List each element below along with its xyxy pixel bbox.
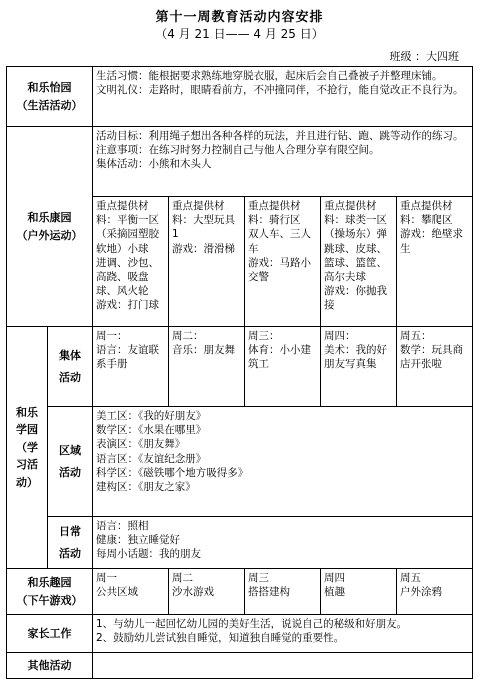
row-life [7, 67, 473, 127]
sublabel-group: 集体 活动 [48, 327, 93, 407]
play-day-tue: 周二 沙水游戏 [169, 569, 245, 615]
outdoor-day-fri: 重点提供材料：攀爬区 游戏：绝壁求生 [397, 197, 473, 327]
section-label-other: 其他活动 [7, 653, 93, 679]
row-parents [7, 615, 473, 653]
row-outdoor-intro [7, 127, 473, 197]
outdoor-day-tue: 重点提供材料：大型玩具1 游戏：滑滑梯 [169, 197, 245, 327]
play-day-fri: 周五 户外涂鸦 [397, 569, 473, 615]
sublabel-daily: 日常 活动 [48, 517, 93, 569]
life-line: 生活习惯：能根据要求熟练地穿脱衣服，起床后会自己叠被子并整理床铺。 [96, 70, 443, 82]
outdoor-day-thu: 重点提供材料：球类一区（操场东）弹跳球、皮球、 篮球、篮筐、 高尔夫球 游戏：你抛我接 [321, 197, 397, 327]
group-day-wed: 周三： 体育：小小建筑工 [245, 327, 321, 407]
play-day-mon: 周一 公共区域 [93, 569, 169, 615]
row-play [7, 569, 473, 615]
group-day-tue: 周二： 音乐：朋友舞 [169, 327, 245, 407]
other-content [93, 653, 473, 679]
row-learn-group [7, 327, 473, 407]
outdoor-day-mon: 重点提供材料：平衡一区（采摘园塑胶软地）小球 进调、沙包、 高跷、吸盘 球、风火轮 游戏：打门球 [93, 197, 169, 327]
outdoor-intro: 活动目标：利用绳子想出各种各样的玩法，并且进行钻、跑、跳等动作的练习。 注意事项：在练习时努力控制自己与他人合理分享有限空间。 集体活动：小熊和木头人 [93, 127, 473, 197]
life-line: 文明礼仪：走路时，眼睛看前方，不冲撞同伴，不抢行，能自觉改正不良行为。 [96, 84, 464, 97]
section-label-outdoor: 和乐康园 （户外运动） [7, 127, 93, 327]
outdoor-day-wed: 重点提供材料：骑行区 双人车、三人车 游戏：马路小交警 [245, 197, 321, 327]
sublabel-areas: 区域 活动 [48, 407, 93, 517]
section-label-play: 和乐趣园 （下午游戏） [7, 569, 93, 615]
date-range: （4 月 21 日—— 4 月 25 日） [155, 27, 324, 41]
row-learn-areas [7, 407, 473, 517]
parents-content: 1、与幼儿一起回忆幼儿园的美好生活，说说自己的秘级和好朋友。 2、鼓励幼儿尝试独自睡觉，知道独自睡觉的重要性。 [93, 615, 473, 653]
class-info: 班级 ：大四班 [389, 50, 459, 63]
daily-content: 语言：照相 健康：独立睡觉好 每周小话题：我的朋友 [93, 517, 473, 569]
page-title: 第十一周教育活动内容安排 [155, 10, 324, 25]
section-label-parents: 家长工作 [7, 615, 93, 653]
section-label-learn: 和乐 学园 （学 习活 动） [7, 327, 48, 569]
life-content [93, 67, 473, 127]
row-other [7, 653, 473, 679]
group-day-fri: 周五： 数学：玩具商店开张啦 [397, 327, 473, 407]
schedule-table [6, 66, 473, 679]
play-day-wed: 周三 搭搭建构 [245, 569, 321, 615]
areas-content: 美工区：《我的好朋友》 数学区：《水果在哪里》 表演区：《朋友舞》 语言区：《友谊纪念册》 科学区：《磁铁哪个地方吸得多》 建构区：《朋友之家》 [93, 407, 473, 517]
row-learn-daily [7, 517, 473, 569]
group-day-mon: 周一： 语言：友谊联系手册 [93, 327, 169, 407]
play-day-thu: 周四 植趣 [321, 569, 397, 615]
section-label-life: 和乐怡园 （生活活动） [7, 67, 93, 127]
group-day-thu: 周四： 美术：我的好朋友写真集 [321, 327, 397, 407]
